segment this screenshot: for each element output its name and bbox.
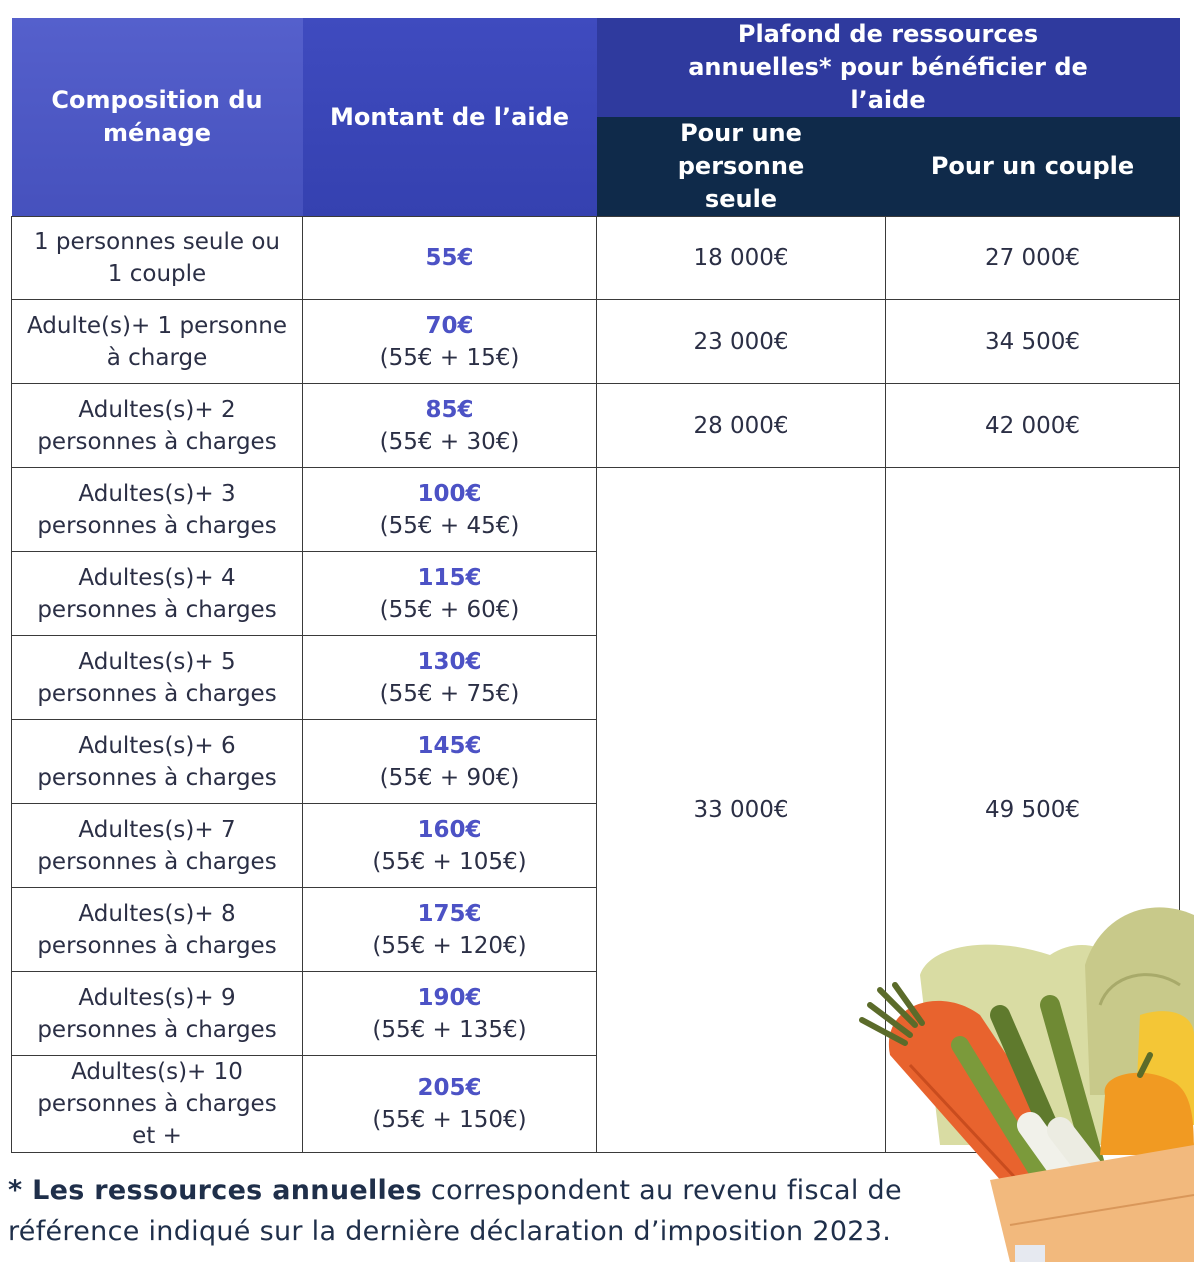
ceiling-couple-cell: 34 500€ — [886, 300, 1180, 384]
footnote-bold: * Les ressources annuelles — [8, 1175, 423, 1206]
footnote — [8, 1170, 968, 1252]
composition-cell: Adultes(s)+ 6 personnes à charges — [12, 720, 303, 804]
header-amount: Montant de l’aide — [303, 18, 597, 217]
ceiling-couple-cell: 27 000€ — [886, 217, 1180, 300]
amount-cell — [303, 300, 597, 384]
header-composition: Composition du ménage — [12, 18, 303, 217]
amount-value: 115€ — [417, 564, 482, 591]
amount-value: 70€ — [425, 312, 474, 339]
amount-detail: (55€ + 60€) — [379, 596, 520, 623]
ceiling-single-cell: 28 000€ — [597, 384, 886, 468]
composition-cell: Adultes(s)+ 8 personnes à charges — [12, 888, 303, 972]
table-row — [12, 468, 1180, 552]
composition-cell: 1 personnes seule ou 1 couple — [12, 217, 303, 300]
header-couple: Pour un couple — [886, 117, 1180, 217]
footnote-text: correspondent au revenu fiscal de référence indiqué sur la dernière déclaration d’imposition 2023. — [8, 1175, 902, 1247]
composition-cell: Adultes(s)+ 3 personnes à charges — [12, 468, 303, 552]
amount-value: 85€ — [425, 396, 474, 423]
amount-detail: (55€ + 120€) — [372, 932, 527, 959]
composition-cell: Adulte(s)+ 1 personne à charge — [12, 300, 303, 384]
amount-cell — [303, 804, 597, 888]
ceiling-single-cell: 23 000€ — [597, 300, 886, 384]
amount-cell — [303, 552, 597, 636]
amount-detail: (55€ + 135€) — [372, 1016, 527, 1043]
table-row — [12, 384, 1180, 468]
amount-cell — [303, 972, 597, 1056]
ceiling-couple-merged-cell: 49 500€ — [886, 468, 1180, 1153]
amount-detail: (55€ + 45€) — [379, 512, 520, 539]
amount-cell — [303, 720, 597, 804]
amount-value: 145€ — [417, 732, 482, 759]
amount-value: 55€ — [425, 245, 474, 271]
ceiling-single-merged-cell: 33 000€ — [597, 468, 886, 1153]
table-row — [12, 217, 1180, 300]
amount-detail: (55€ + 75€) — [379, 680, 520, 707]
amount-cell — [303, 217, 597, 300]
amount-value: 160€ — [417, 816, 482, 843]
composition-cell: Adultes(s)+ 5 personnes à charges — [12, 636, 303, 720]
amount-cell — [303, 1056, 597, 1153]
amount-cell — [303, 384, 597, 468]
header-single: Pour une personne seule — [597, 117, 886, 217]
amount-detail: (55€ + 30€) — [379, 428, 520, 455]
table-row — [12, 300, 1180, 384]
amount-detail: (55€ + 150€) — [372, 1107, 527, 1133]
amount-cell — [303, 468, 597, 552]
composition-cell: Adultes(s)+ 2 personnes à charges — [12, 384, 303, 468]
amount-value: 175€ — [417, 900, 482, 927]
amount-detail: (55€ + 15€) — [379, 344, 520, 371]
amount-detail: (55€ + 105€) — [372, 848, 527, 875]
amount-value: 100€ — [417, 480, 482, 507]
ceiling-couple-cell: 42 000€ — [886, 384, 1180, 468]
vegetable-basket-illustration — [850, 895, 1194, 1262]
composition-cell: Adultes(s)+ 9 personnes à charges — [12, 972, 303, 1056]
amount-value: 130€ — [417, 648, 482, 675]
composition-cell: Adultes(s)+ 4 personnes à charges — [12, 552, 303, 636]
composition-cell: Adultes(s)+ 10 personnes à charges et + — [12, 1056, 303, 1153]
amount-cell — [303, 636, 597, 720]
amount-detail: (55€ + 90€) — [379, 764, 520, 791]
amount-value: 205€ — [417, 1075, 482, 1101]
header-ceiling-group: Plafond de ressources annuelles* pour bénéficier de l’aide — [597, 18, 1180, 117]
amount-cell — [303, 888, 597, 972]
composition-cell: Adultes(s)+ 7 personnes à charges — [12, 804, 303, 888]
amount-value: 190€ — [417, 984, 482, 1011]
ceiling-single-cell: 18 000€ — [597, 217, 886, 300]
